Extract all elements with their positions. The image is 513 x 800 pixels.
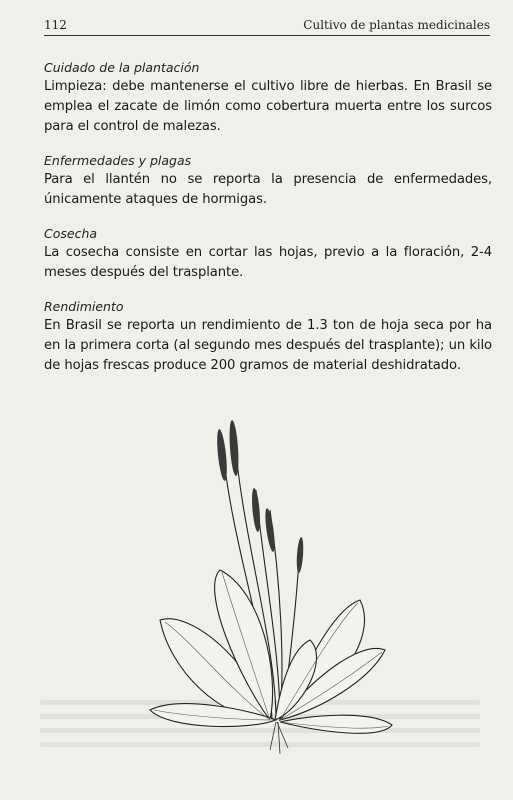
section-title: Enfermedades y plagas xyxy=(44,153,192,168)
section-title: Rendimiento xyxy=(44,299,124,314)
section-title: Cosecha xyxy=(44,226,98,241)
section-cuidado xyxy=(44,60,492,137)
section-cosecha xyxy=(44,226,492,283)
page-body xyxy=(44,60,492,392)
running-title: Cultivo de plantas medicinales xyxy=(303,18,490,32)
page-number: 112 xyxy=(44,18,67,32)
section-rendimiento xyxy=(44,299,492,376)
section-title: Cuidado de la plantación xyxy=(44,60,200,75)
section-enfermedades xyxy=(44,153,492,210)
section-text: Para el llantén no se reporta la presencia de enfermedades, únicamente ataques de hormigas. xyxy=(44,172,492,207)
section-text: Limpieza: debe mantenerse el cultivo libre de hierbas. En Brasil se emplea el zacate de limón como cobertura muerta entre los surcos para el control de malezas. xyxy=(44,79,492,134)
section-text: La cosecha consiste en cortar las hojas, previo a la floración, 2-4 meses después del trasplante. xyxy=(44,245,492,280)
page-header xyxy=(44,18,490,36)
section-text: En Brasil se reporta un rendimiento de 1.3 ton de hoja seca por ha en la primera corta (al segundo mes después del trasplante); un kilo de hojas frescas produce 200 gramos de material deshidratado. xyxy=(44,318,492,373)
plantain-plant-illustration xyxy=(130,420,400,760)
